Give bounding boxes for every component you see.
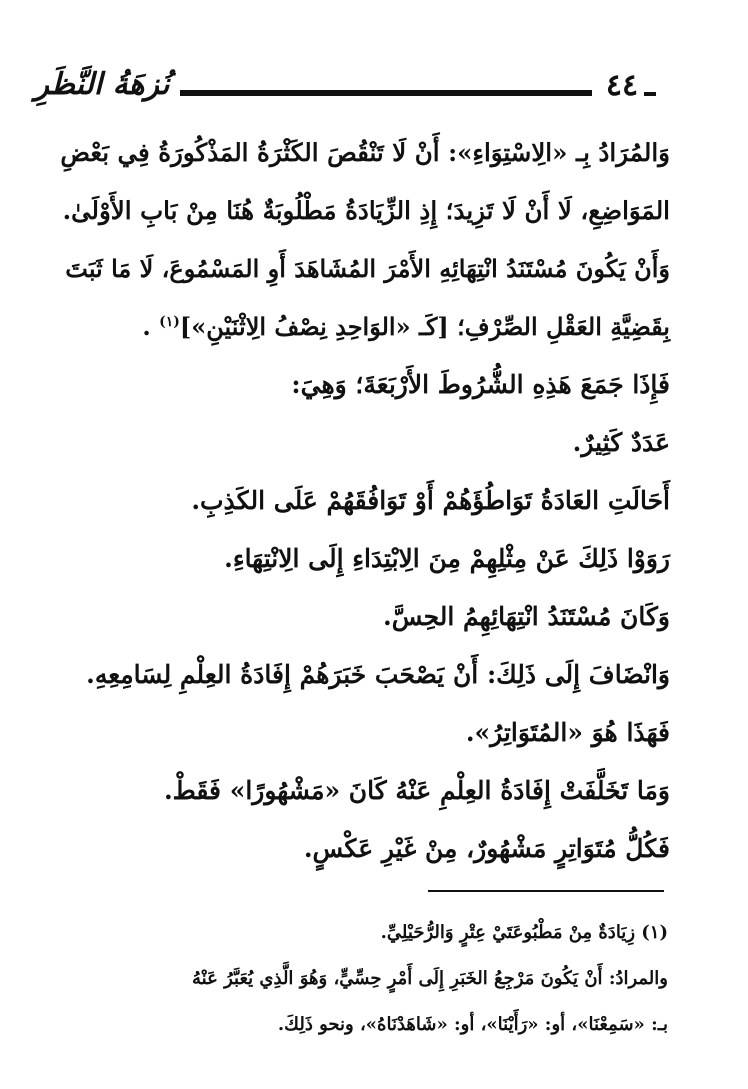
footnote-line: والمرادُ: أَنْ يَكُونَ مَرْجِعُ الخَبَرِ إِلَى أَمْرٍ حِسِّيٍّ، وَهُوَ الَّذِي يُعَبَّرُ عَنْهُ bbox=[192, 968, 668, 989]
running-title: نُزهَةُ النَّظَرِ bbox=[34, 67, 170, 102]
text-line: وَالمُرَادُ بِـ «الِاسْتِوَاءِ»: أَنْ لَا تَنْقُصَ الكَثْرَةُ المَذْكُورَةُ فِي بَعْضِ bbox=[60, 138, 670, 167]
paragraph-conditions-intro: فَإِذَا جَمَعَ هَذِهِ الشُّرُوطَ الأَرْبَعَةَ؛ وَهِيَ: bbox=[291, 370, 670, 399]
footnote-explanation bbox=[62, 956, 668, 1048]
footnote-line: بـ: «سَمِعْنَا»، أو: «رَأَيْنَا»، أو: «شَاهَدْنَاهُ»، ونحو ذَلِكَ. bbox=[277, 1014, 668, 1035]
condition-4: وَكَانَ مُسْتَنَدُ انْتِهَائِهِمُ الحِسَّ. bbox=[383, 602, 670, 631]
condition-1: عَدَدٌ كَثِيرٌ. bbox=[572, 428, 670, 457]
footnote-ref[interactable]: (١) bbox=[159, 314, 180, 330]
text-line: المَوَاضِعِ، لَا أَنْ لَا تَزِيدَ؛ إِذِ الزِّيَادَةُ مَطْلُوبَةٌ هُنَا مِنْ بَابِ الأَوْلَىٰ. bbox=[62, 196, 670, 225]
footnotes bbox=[62, 910, 668, 1048]
concluding-rule: فَكُلُّ مُتَوَاتِرٍ مَشْهُورٌ، مِنْ غَيْرِ عَكْسٍ. bbox=[303, 834, 670, 863]
mashhur-definition: وَمَا تَخَلَّفَتْ إِفَادَةُ العِلْمِ عَنْهُ كَانَ «مَشْهُورًا» فَقَطْ. bbox=[163, 776, 670, 805]
condition-2: أَحَالَتِ العَادَةُ تَوَاطُؤَهُمْ أَوْ تَوَافُقَهُمْ عَلَى الكَذِبِ. bbox=[191, 486, 670, 515]
page-number-dash bbox=[644, 92, 656, 96]
mutawatir-definition: فَهَذَا هُوَ «المُتَوَاتِرُ». bbox=[465, 718, 670, 747]
text-line bbox=[60, 298, 670, 356]
page-header bbox=[0, 60, 748, 120]
paragraph-definition-istiwa bbox=[60, 124, 670, 240]
footnote-separator bbox=[428, 890, 664, 892]
condition-knowledge: وَانْضَافَ إِلَى ذَلِكَ: أَنْ يَصْحَبَ خَبَرَهُمْ إِفَادَةُ العِلْمِ لِسَامِعِهِ. bbox=[86, 660, 670, 689]
text-line: وَأَنْ يَكُونَ مُسْتَنَدُ انْتِهَائِهِ الأَمْرَ المُشَاهَدَ أَوِ المَسْمُوعَ، لَا مَا ثَبَتَ bbox=[65, 254, 670, 283]
header-rule bbox=[180, 90, 592, 96]
main-text bbox=[60, 124, 670, 878]
page-number: ٤٤ bbox=[605, 68, 639, 103]
paragraph-condition-sense bbox=[60, 240, 670, 356]
condition-3: رَوَوْا ذَلِكَ عَنْ مِثْلِهِمْ مِنَ الِابْتِدَاءِ إِلَى الِانْتِهَاءِ. bbox=[224, 544, 670, 573]
footnote-1: (١) زِيَادَةٌ مِنْ مَطْبُوعَتَيْ عِتْرٍ وَالرُّحَيْلِيِّ. bbox=[380, 922, 668, 943]
sentence-end: . bbox=[142, 312, 151, 341]
text-segment: بِقَضِيَّةِ العَقْلِ الصِّرْفِ؛ [كَـ «الوَاحِدِ نِصْفُ الِاثْنَيْنِ»] bbox=[179, 312, 670, 341]
